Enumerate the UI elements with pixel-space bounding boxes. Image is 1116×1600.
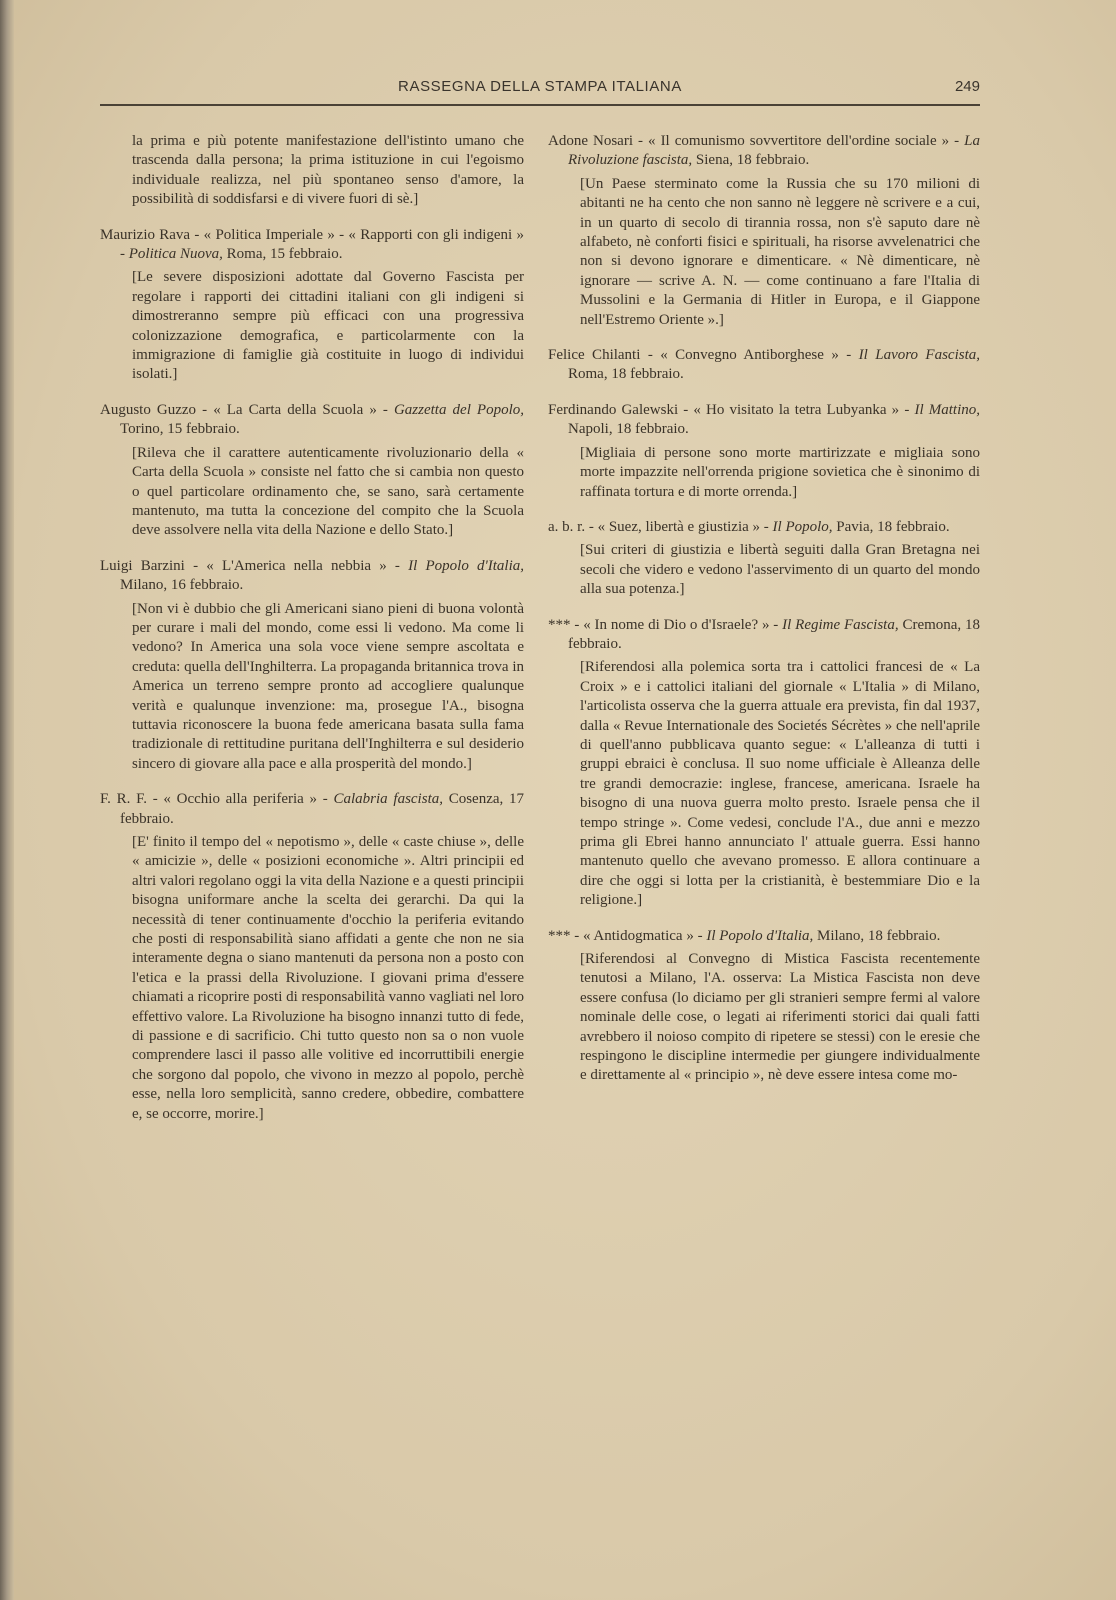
entry-citation: Luigi Barzini - « L'America nella nebbia » - Il Popolo d'Italia, Milano, 16 febbraio. <box>100 557 524 594</box>
entry-periodical: Il Popolo d'Italia, <box>706 927 814 944</box>
press-entry <box>548 132 980 330</box>
entry-place-date: Pavia, 18 febbraio. <box>836 518 950 535</box>
entry-titles: « Antidogmatica » <box>583 927 694 944</box>
entry-titles: « La Carta della Scuola » <box>213 401 377 418</box>
entry-author: Felice Chilanti <box>548 347 641 364</box>
entry-citation: a. b. r. - « Suez, libertà e giustizia » - Il Popolo, Pavia, 18 febbraio. <box>548 518 950 535</box>
entry-periodical: La Rivoluzione fascista, <box>568 133 981 169</box>
press-entry <box>100 226 524 385</box>
press-entry <box>548 401 980 502</box>
entry-citation: F. R. F. - « Occhio alla periferia » - Calabria fascista, Cosenza, 17 febbraio. <box>100 791 524 827</box>
press-entry <box>548 346 980 385</box>
entry-citation: Felice Chilanti - « Convegno Antiborghese » - Il Lavoro Fascista, Roma, 18 febbraio. <box>548 347 981 383</box>
press-entry <box>100 790 524 1124</box>
entry-summary: [Migliaia di persone sono morte martirizzate e migliaia sono morte impazzite nell'orrenda prigione sovietica che è sinonimo di raffinata tortura e di morte orrenda.] <box>580 444 980 500</box>
left-column <box>100 132 524 1140</box>
entry-author: a. b. r. <box>548 518 586 535</box>
entry-place-date: Roma, 15 febbraio. <box>226 246 343 263</box>
entry-periodical: Politica Nuova, <box>128 246 223 263</box>
entry-place-date: Siena, 18 febbraio. <box>695 152 810 169</box>
entry-author: F. R. F. <box>100 791 147 808</box>
press-entry <box>548 616 980 911</box>
entry-summary: [Un Paese sterminato come la Russia che su 170 milioni di abitanti ne ha cento che non sanno nè leggere nè scrivere e a cui, in un quarto di secolo di tirannia rossa, non s'è saputo dare nè alfabeto, nè conforti fisici e spirituali, ha risorse avvelenatrici che non si devono ignorare e dimenticare. « Nè dimenticare, nè ignorare — scrive A. N. — come continuano a fare l'Italia di Mussolini e la Germania di Hitler in Europa, e il Giappone nell'Estremo Oriente ».] <box>580 175 980 328</box>
entry-author: *** <box>548 616 571 633</box>
press-entry <box>548 518 980 600</box>
entry-summary: [Sui criteri di giustizia e libertà seguiti dalla Gran Bretagna nei secoli che videro e vedono l'asservimento di un quarto del mondo alla sua potenza.] <box>580 542 980 598</box>
entry-citation: Maurizio Rava - « Politica Imperiale » - « Rapporti con gli indigeni » - Politica Nuova, Roma, 15 febbraio. <box>100 226 524 263</box>
entry-author: Maurizio Rava <box>100 226 191 243</box>
entry-titles: « Occhio alla periferia » <box>163 791 318 808</box>
entry-titles: « Il comunismo sovvertitore dell'ordine sociale » <box>648 133 950 149</box>
page-number: 249 <box>954 78 980 95</box>
running-header <box>100 76 980 110</box>
entry-place-date: Milano, 16 febbraio. <box>120 577 244 594</box>
entry-summary: [Rileva che il carattere autenticamente rivoluzionario della « Carta della Scuola » consiste nel fatto che si cambia non questo o quel particolare ordinamento che, se sano, sarà certamente mantenuto, ma tutta la concezione del compito che la Scuola deve assolvere nella vita della Nazione e dello Stato.] <box>132 444 524 539</box>
entry-titles: « Ho visitato la tetra Lubyanka » <box>693 401 900 418</box>
entry-summary: [Riferendosi al Convegno di Mistica Fascista recentemente tenutosi a Milano, l'A. osserva: La Mistica Fascista non deve essere confusa (lo diciamo per gli stranieri sempre fermi al valore nominale delle cose, o legati ai riferimenti storici dai quali fatti avrebbero il noioso compito di ripetere se stessi) con le eresie che respingono le discipline intermedie per giungere individualmente e direttamente al « principio », nè deve essere intesa come mo- <box>580 951 980 1084</box>
entry-summary: [Riferendosi alla polemica sorta tra i cattolici francesi de « La Croix » e i cattolici italiani del giornale « L'Italia » di Milano, l'articolista osserva che la guerra attuale era prevista, fin dal 1937, dalla « Revue Internationale des Societés Sécrètes » che nell'aprile di quell'anno pubblicava quanto segue: « L'alleanza di tutti i gruppi ebraici è conclusa. Il suo nome ufficiale è Alleanza delle tre grandi democrazie: inglese, francese, americana. Israele ha bisogno di una nuova guerra molto presto. Israele pensa che il tempo stringe ». Come vedesi, conclude l'A., due anni e mezzo prima gli Ebrei hanno annunciato l' attuale guerra. Essi hanno mantenuto quello che avevano promesso. E allora continuare a dire che oggi si lotta per la cristianità, è bestemmiare Dio e la religione.] <box>580 659 980 909</box>
continued-fragment: la prima e più potente manifestazione dell'istinto umano che trascenda dalla persona; la prima istituzione in cui l'egoismo individuale realizza, nel più spontaneo senso d'amore, la possibilità di soddisfarsi e di vivere fuori di sè.] <box>132 133 524 208</box>
entry-place-date: Cosenza, 17 febbraio. <box>120 791 524 827</box>
entry-author: Augusto Guzzo <box>100 401 197 418</box>
entry-periodical: Il Popolo d'Italia, <box>408 557 524 574</box>
entry-place-date: Cremona, 18 febbraio. <box>568 616 981 652</box>
entry-place-date: Napoli, 18 febbraio. <box>568 421 689 438</box>
entry-author: Adone Nosari <box>548 133 633 149</box>
entry-citation: Ferdinando Galewski - « Ho visitato la tetra Lubyanka » - Il Mattino, Napoli, 18 febbraio. <box>548 401 981 438</box>
entry-titles: « L'America nella nebbia » <box>206 557 387 574</box>
entry-periodical: Il Regime Fascista, <box>782 616 899 633</box>
entry-author: Ferdinando Galewski <box>548 401 679 418</box>
entry-titles: « Convegno Antiborghese » <box>660 347 839 364</box>
entry-author: *** <box>548 927 571 944</box>
entry-summary: [Non vi è dubbio che gli Americani siano pieni di buona volontà per curare i mali del mondo, come essi li vedono. Ma come li vedono? In America una sola voce viene sempre ascoltata e creduta: quella dell'Inghilterra. La propaganda britannica trova in America un terreno sempre pronto ad accogliere qualunque verità e qualunque invenzione: ma, prosegue l'A., bisogna tuttavia riconoscere la buona fede americana basata sulla fama tradizionale di rettitudine puritana dell'Inghilterra e sul desiderio sincero di giovare alla pace e alla prosperità del mondo.] <box>132 600 524 772</box>
entry-author: Luigi Barzini <box>100 557 185 574</box>
entry-titles: « Politica Imperiale » - « Rapporti con gli indigeni » <box>203 226 524 243</box>
header-rule <box>100 104 980 106</box>
entry-periodical: Il Lavoro Fascista, <box>858 347 981 364</box>
header-title: RASSEGNA DELLA STAMPA ITALIANA <box>398 78 682 95</box>
entry-periodical: Gazzetta del Popolo, <box>393 401 525 418</box>
entry-periodical: Il Mattino, <box>914 401 981 418</box>
entry-titles: « Suez, libertà e giustizia » <box>597 518 761 535</box>
page-binding-edge <box>0 0 14 1600</box>
entry-place-date: Milano, 18 febbraio. <box>817 927 941 944</box>
entry-summary: [Le severe disposizioni adottate dal Governo Fascista per regolare i rapporti dei cittadini italiani con gli indigeni si dimostreranno sempre più efficaci con una progressiva colonizzazione demografica, e particolarmente con la immigrazione di famiglie già costituite in luogo di individui isolati.] <box>132 269 524 383</box>
press-entry <box>100 401 524 541</box>
entry-periodical: Il Popolo, <box>772 518 833 535</box>
entry-summary: [E' finito il tempo del « nepotismo », delle « caste chiuse », delle « amicizie », delle « posizioni economiche ». Altri principii ed altri valori regolano oggi la vita della Nazione e a questi principii bisogna uniformare anche la scelta dei gerarchi. Da qui la necessità di tener continuamente d'occhio la periferia evitando che posti di responsabilità siano affidati a gente che non ne sia interamente degna o siano mantenuti da persona non a posto con l'etica e la prassi della Rivoluzione. I giovani prima d'essere chiamati a ricoprire posti di responsabilità vanno vagliati nel loro effettivo valore. La Rivoluzione ha bisogno innanzi tutto di fede, di passione e di sacrificio. Chi tutto questo non sa o non vuole comprendere lasci il passo alle volitive ed incorruttibili energie che sorgono dal popolo, che vivono in mezzo al popolo, perchè esse, nella loro semplicità, sanno credere, obbedire, combattere e, se occorre, morire.] <box>132 834 524 1122</box>
entry-place-date: Torino, 15 febbraio. <box>120 421 240 438</box>
entry-titles: « In nome di Dio o d'Israele? » <box>583 616 770 633</box>
entry-periodical: Calabria fascista, <box>333 791 443 808</box>
entry-place-date: Roma, 18 febbraio. <box>568 366 684 383</box>
entry-citation: Augusto Guzzo - « La Carta della Scuola » - Gazzetta del Popolo, Torino, 15 febbraio. <box>100 401 525 438</box>
entry-citation: Adone Nosari - « Il comunismo sovvertitore dell'ordine sociale » - La Rivoluzione fascista, Siena, 18 febbraio. <box>548 133 981 169</box>
entry-citation: *** - « Antidogmatica » - Il Popolo d'Italia, Milano, 18 febbraio. <box>548 927 941 944</box>
entry-citation: *** - « In nome di Dio o d'Israele? » - Il Regime Fascista, Cremona, 18 febbraio. <box>548 616 981 652</box>
right-column <box>548 132 980 1102</box>
press-entry <box>548 927 980 1086</box>
press-entry <box>100 557 524 774</box>
